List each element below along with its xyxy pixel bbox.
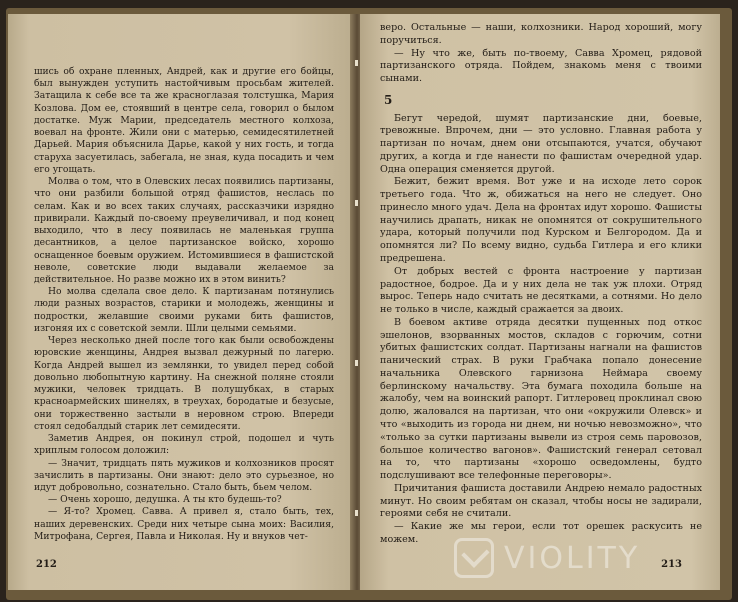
paragraph: — Значит, тридцать пять мужиков и колхозников просят зачислить в партизаны. Они знают: дело это сурьезное, но идут добровольно, сознательно. Стало быть, бьем челом. (34, 457, 334, 493)
paragraph: Через несколько дней после того как были освобождены юровские женщины, Андрея вызвал дежурный по лагерю. Когда Андрей вышел из землянки, то увидел перед собой довольно любопытную картину. На снежной поляне стояли мужики, человек тридцать. В полушубках, в старых красноармейских шинелях, в треухах, бородатые и безусые, они торжественно застыли в неровном строю. Впереди стоял седобалдый старик лет семидесяти. (34, 335, 334, 432)
paragraph: Бегут чередой, шумят партизанские дни, боевые, тревожные. Впрочем, дни — это условно. Главная работа у партизан по ночам, днем они отсыпаются, учатся, обучают других, а когда и где нанести по фашистам очередной удар. Одна операция сменяется другой. (380, 112, 702, 175)
paragraph: Но молва сделала свое дело. К партизанам потянулись люди разных возрастов, старики и молодежь, женщины и подростки, желавшие своими руками бить фашистов, изгоняя их с советской земли. Шли целыми семьями. (34, 286, 334, 334)
paragraph: — Ну что же, быть по-твоему, Савва Хромец, рядовой партизанского отряда. Пойдем, знакомь меня с твоими сынами. (380, 47, 702, 85)
paragraph: — Очень хорошо, дедушка. А ты кто будешь-то? (48, 494, 282, 506)
binding-stitch (355, 510, 358, 516)
checkmark-logo-icon (454, 538, 494, 578)
right-page-body (380, 22, 702, 547)
paragraph: веро. Остальные — наши, колхозники. Народ хороший, могу поручиться. (380, 22, 702, 46)
paragraph: Причитания фашиста доставили Андрею немало радостных минут. Но своим ребятам он сказал, чтобы носы не задирали, героями себя не считали. (380, 482, 702, 520)
watermark-text: VIOLITY (504, 540, 641, 576)
watermark (454, 530, 726, 586)
right-page (360, 14, 720, 590)
left-page (8, 14, 358, 590)
paragraph: От добрых вестей с фронта настроение у партизан радостное, бодрое. Да и у них дела не так уж плохи. Отряд вырос. Теперь надо считать не десятками, а сотнями. Но дело не только в числе, каждый сражается за двоих. (380, 265, 702, 316)
paragraph: Бежит, бежит время. Вот уже и на исходе лето сорок третьего года. Что ж, обижаться на него не следует. Оно принесло много удач. Дела на фронтах идут хорошо. Фашисты научились драпать, никак не опомнятся от сокрушительного удара, который получили под Курском и Белгородом. Да и опомнятся ли? По всему видно, судьба Гитлера и его клики предрешена. (380, 176, 702, 265)
paragraph: Заметив Андрея, он покинул строй, подошел и чуть хриплым голосом доложил: (34, 433, 334, 457)
binding-stitch (355, 200, 358, 206)
paragraph: Молва о том, что в Олевских лесах появились партизаны, что они разбили большой отряд фашистов, неслась по селам. Как и во всех таких случаях, рассказчики изрядно привирали. Каждый по-своему преувеличивал, и под конец выходило, что в лесу появилась не маленькая группа десантников, а целое партизанское войско, хорошо оснащенное боевым оружием. Истомившиеся в фашистской неволе, советские люди выдавали желаемое за действительное. Но разве можно их в этом винить? (34, 176, 334, 285)
binding-stitch (355, 60, 358, 66)
paragraph: шись об охране пленных, Андрей, как и другие его бойцы, был вынужден уступить настойчивым просьбам жителей. Затащила к себе все та же красноглазая толстушка, Мария Козлова. Дом ее, стоявший в центре села, говорил о былом достатке. Муж Марии, председатель местного колхоза, воевал на фронте. Жили они с матерью, семидесятилетней Дарьей. Мария объяснила Дарье, какой у них гость, и тогда старуха засуетилась, забегала, не зная, куда посадить и чем его угощать. (34, 66, 334, 175)
chapter-number: 5 (384, 92, 393, 107)
paragraph: — Я-то? Хромец. Савва. А привел я, стало быть, тех, наших деревенских. Среди них четыре сына моих: Василия, Митрофана, Сергея, Павла и Николая. Ну и внуков чет- (34, 506, 334, 542)
paragraph: — Какие же мы герои, если тот орешек раскусить не можем. (380, 521, 702, 545)
page-number-left: 212 (36, 559, 57, 570)
left-page-body (34, 66, 334, 543)
paragraph: В боевом активе отряда десятки пущенных под откос эшелонов, взорванных мостов, складов с горючим, сотни убитых фашистских солдат. Партизаны нагнали на фашистов панический страх. В руки Грабчака попало донесение начальника Олевского гарнизона Неймара своему берлинскому начальству. Эта бумага походила больше на жалобу, чем на воинский рапорт. Гитлеровец проклинал свою долю, жаловался на партизан, что они «окружили Олевск» и что «выходить из города ни днем, ни ночью невозможно», что «только за сутки партизаны вывели из строя семь паровозов, большое количество вагонов». Фашистский генерал сетовал на то, что партизаны «хорошо осведомлены, будто подслушивают все телефонные переговоры». (380, 316, 702, 482)
page-number-right: 213 (661, 559, 682, 570)
binding-stitch (355, 360, 358, 366)
